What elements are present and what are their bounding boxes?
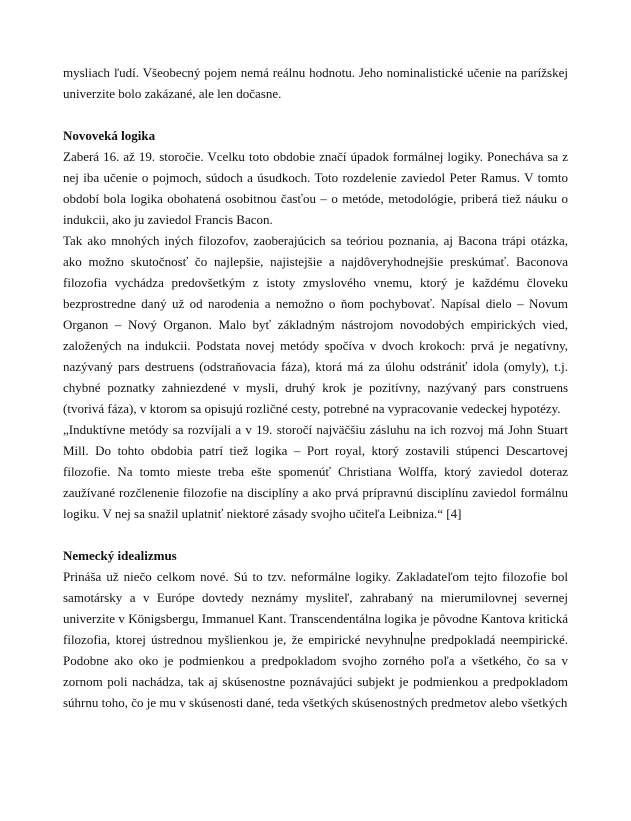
text-run: Prináša už niečo celkom nové. Sú to tzv. neformálne logiky. Zakladateľom tejto filozofie bol samotársky a v Európe dovtedy neznámy mysliteľ, zahrabaný na mierumilovnej severnej univerzite v Königsbergu, Immanuel Kant. Transcendentálna logika je pôvodne Kantova kritická filozofia, ktorej ústrednou myšlienkou je, že empirické nevyhnu	[63, 569, 568, 647]
paragraph-gap	[63, 104, 568, 125]
intro-paragraph: mysliach ľudí. Všeobecný pojem nemá reálnu hodnotu. Jeho nominalistické učenie na parížskej univerzite bolo zakázané, ale len dočasne.	[63, 65, 568, 101]
section1-quote-paragraph: „Induktívne metódy sa rozvíjali a v 19. storočí najväčšiu zásluhu na ich rozvoj má John Stuart Mill. Do tohto obdobia patrí tiež logika – Port royal, ktorý zostavili stúpenci Descartovej filozofie. Na tomto mieste treba ešte spomenúť Christiana Wolffa, ktorý zaviedol doteraz zaužívané rozčlenenie filozofie na disciplíny a ako prvá prípravnú disciplínu zaviedol formálnu logiku. V nej sa snažil uplatniť niektoré zásady svojho učiteľa Leibniza.“ [4]	[63, 422, 568, 521]
section-heading-nemecky-idealizmus: Nemecký idealizmus	[63, 548, 177, 563]
section1-paragraph-2: Tak ako mnohých iných filozofov, zaoberajúcich sa teóriou poznania, aj Bacona trápi otázka, ako možno skutočnosť čo najlepšie, najistejšie a najdôveryhodnejšie preskúmať. Baconova filozofia vychádza predovšetkým z istoty zmyslového vnemu, ktorý je každému človeku bezprostredne daný už od narodenia a nemožno o ňom pochybovať. Napísal dielo – Novum Organon – Nový Organon. Malo byť základným nástrojom novodobých empirických vied, založených na indukcii. Podstata novej metódy spočíva v dvoch krokoch: prvá je negatívny, nazývaný pars destruens (odstraňovacia fáza), ktorá má za úlohu odstrániť idola (omyly), t.j. chybné poznatky zahniezdené v mysli, druhý krok je pozitívny, nazývaný pars construens (tvorivá fáza), v ktorom sa opisujú rozličné cesty, potrebné na vypracovanie vedeckej hypotézy.	[63, 233, 568, 416]
paragraph-gap	[63, 524, 568, 545]
section2-paragraph-1[interactable]	[63, 566, 568, 713]
document-page	[63, 62, 568, 713]
text-run: ne predpokladá neempirické. Podobne ako oko je podmienkou a predpokladom svojho zorného poľa a všetkého, čo sa v zornom poli nachádza, tak aj skúsenostne poznávajúci subjekt je podmienkou a predpokladom súhrnu toho, čo je mu v skúsenosti dané, teda všetkých skúsenostných predmetov alebo všetkých	[63, 632, 568, 710]
section1-paragraph-1: Zaberá 16. až 19. storočie. Vcelku toto obdobie značí úpadok formálnej logiky. Ponecháva sa z nej iba učenie o pojmoch, súdoch a úsudkoch. Toto rozdelenie zaviedol Peter Ramus. V tomto období bola logika obohatená osobitnou časťou – o metóde, metodológie, priberá tiež náuku o indukcii, ako ju zaviedol Francis Bacon.	[63, 149, 568, 227]
section-heading-novoveka-logika: Novoveká logika	[63, 128, 156, 143]
